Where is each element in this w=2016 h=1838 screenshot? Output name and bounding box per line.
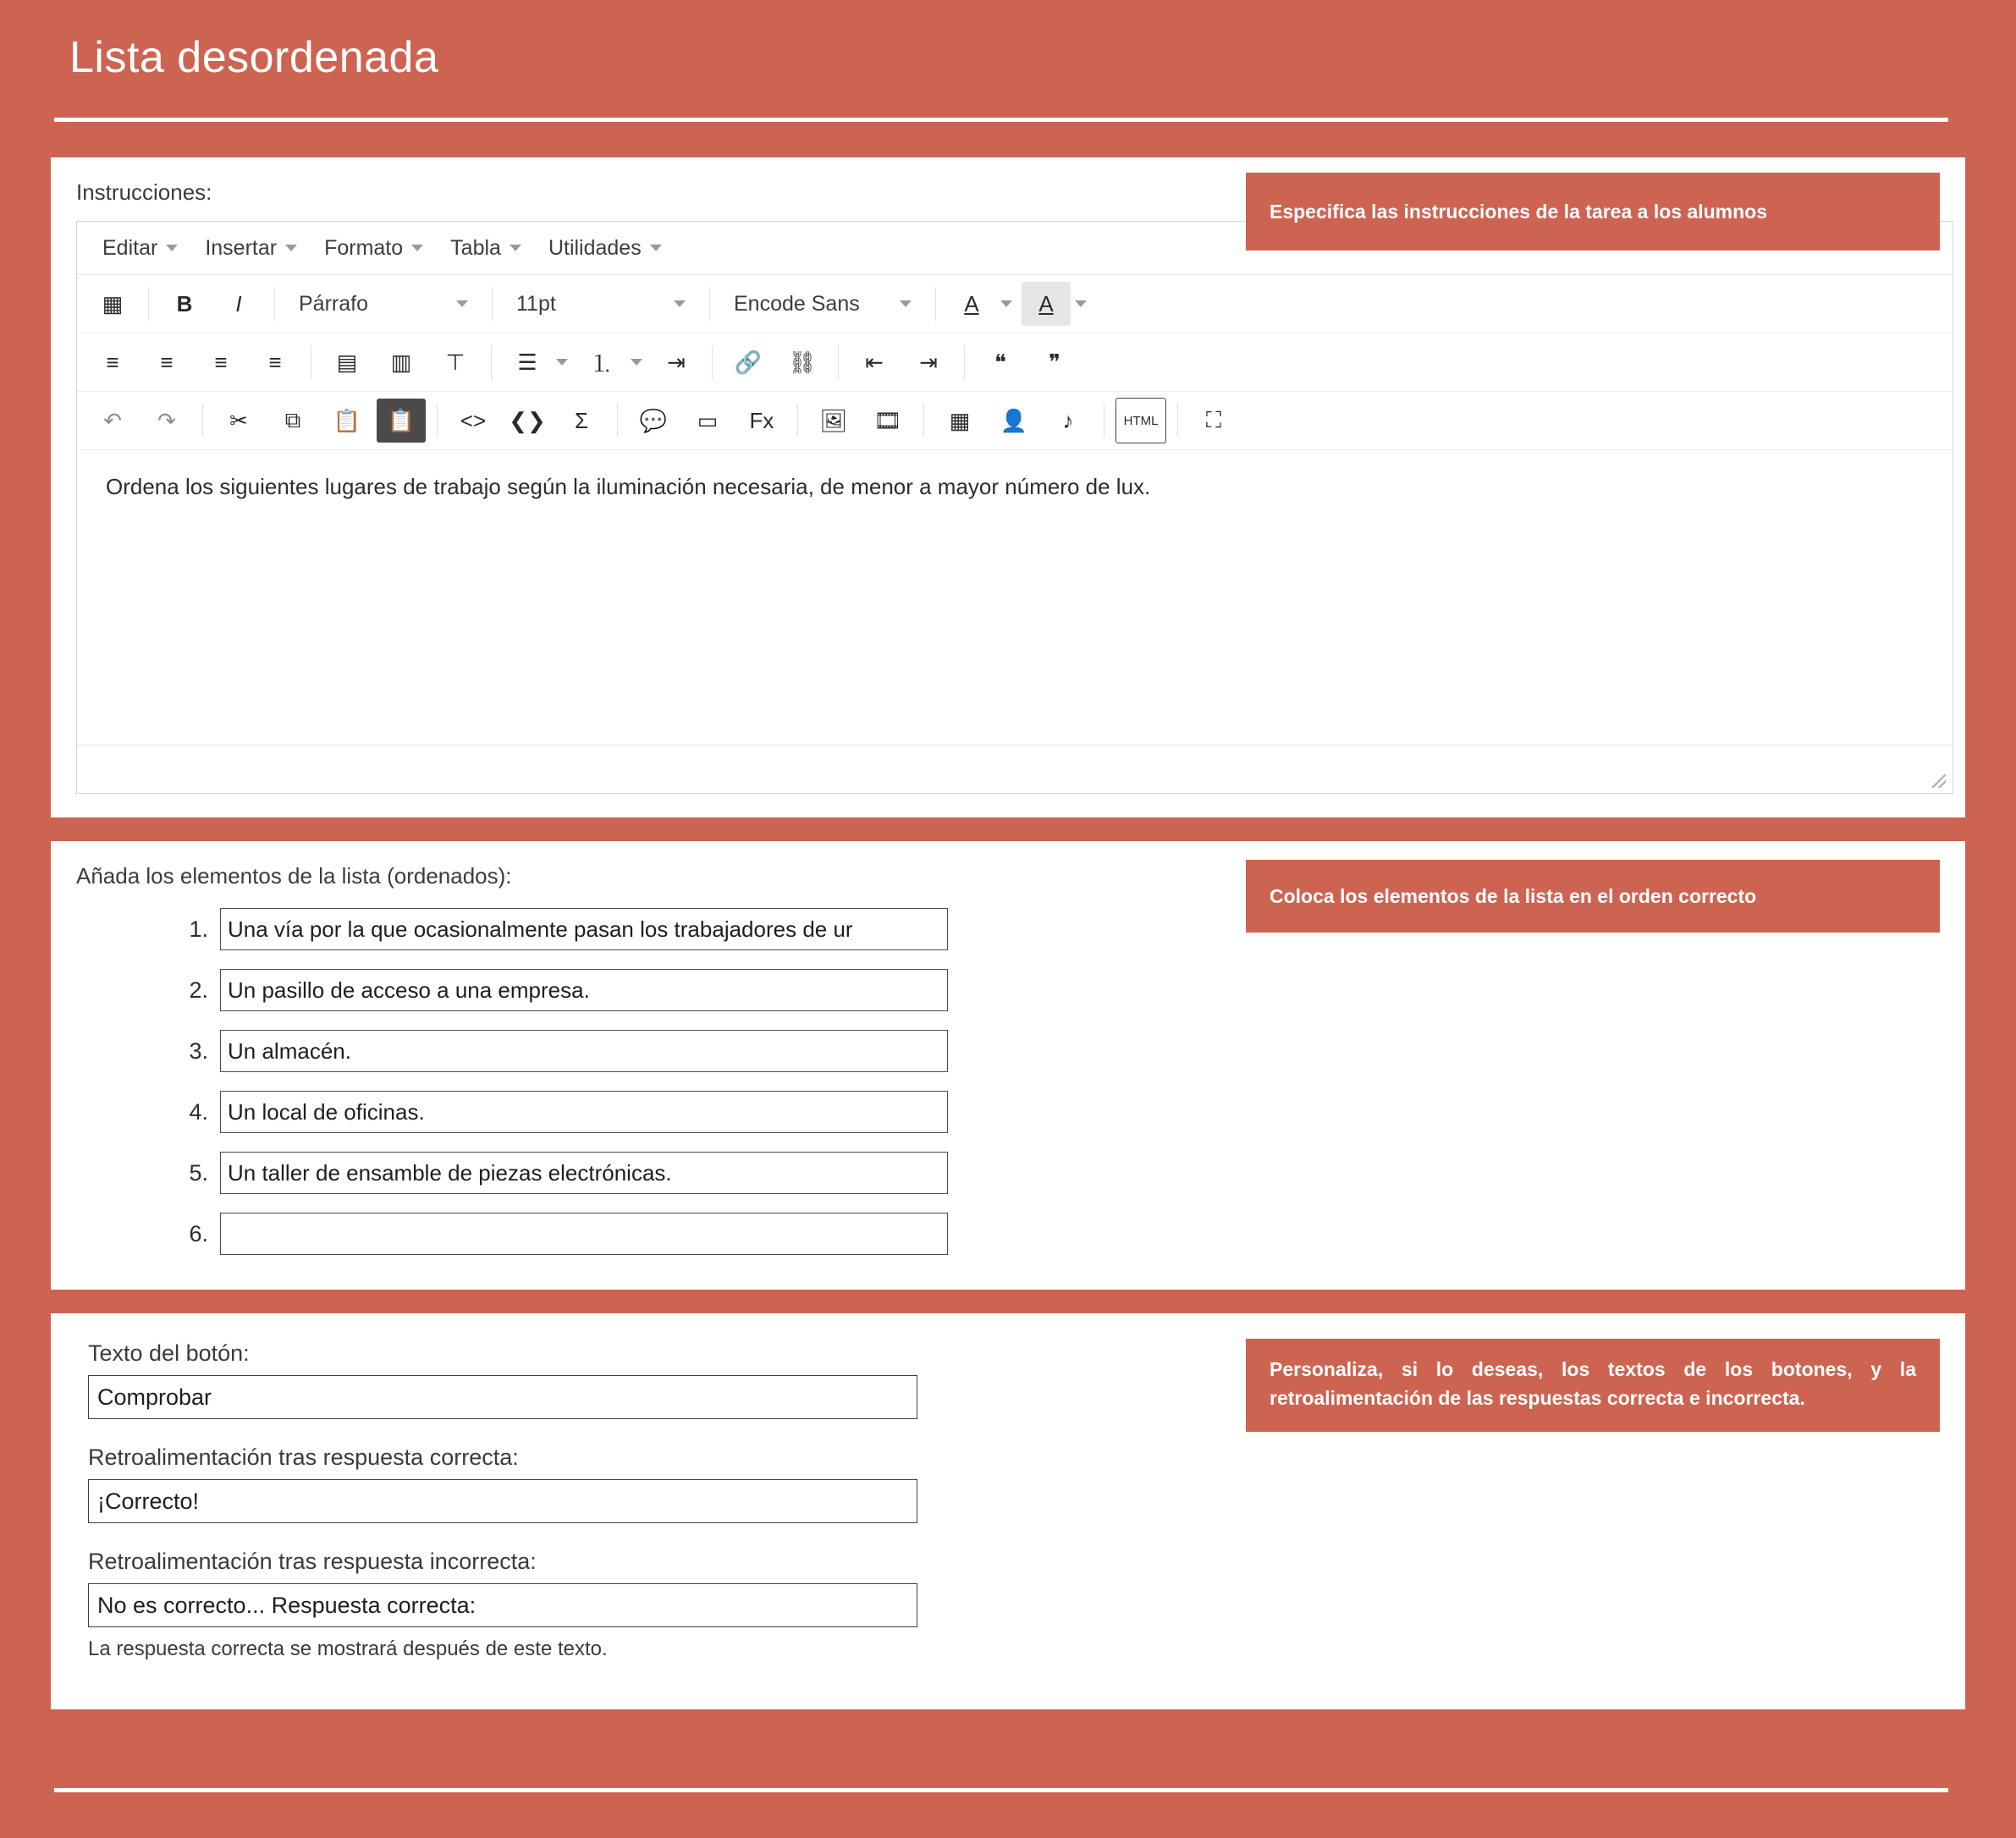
- list-item: [178, 1213, 1940, 1255]
- font-family-value: Encode Sans: [734, 291, 860, 316]
- toolbar-separator: [274, 287, 275, 321]
- bullet-list-control[interactable]: [500, 340, 575, 384]
- resize-grip-icon[interactable]: [1932, 774, 1946, 788]
- chevron-down-icon: [650, 245, 662, 251]
- italic-icon[interactable]: I: [235, 290, 242, 316]
- list-item-number: 5.: [189, 1159, 208, 1186]
- list-item: [178, 1152, 1940, 1194]
- equation-icon[interactable]: Σ: [574, 407, 589, 433]
- formula-icon[interactable]: Fx: [749, 407, 774, 433]
- menu-tabla[interactable]: [437, 231, 535, 266]
- unlink-icon[interactable]: ⛓: [788, 349, 817, 375]
- incorrect-feedback-hint: La respuesta correcta se mostrará después de este texto.: [88, 1637, 608, 1661]
- text-color-control[interactable]: [945, 282, 1019, 326]
- menu-insertar[interactable]: [191, 231, 311, 266]
- instructions-panel: [51, 157, 1965, 817]
- toolbar-separator: [712, 345, 713, 379]
- list-item-input-3[interactable]: [220, 1030, 948, 1072]
- cut-icon[interactable]: ✂: [229, 407, 248, 433]
- page-header: [51, 0, 1965, 82]
- header-divider: [54, 118, 1948, 122]
- font-size-select[interactable]: [504, 283, 697, 325]
- align-center-icon[interactable]: ≡: [160, 349, 174, 375]
- list-callout: Coloca los elementos de la lista en el orden correcto: [1246, 860, 1940, 933]
- bullet-list-icon[interactable]: ☰: [517, 349, 537, 375]
- source-code-icon[interactable]: ▦: [102, 290, 124, 316]
- outdent-icon[interactable]: ⇤: [865, 349, 884, 375]
- background-color-control[interactable]: [1019, 282, 1093, 326]
- chevron-down-icon[interactable]: [1075, 300, 1087, 307]
- toolbar-separator: [964, 345, 965, 379]
- align-right-icon[interactable]: ≡: [214, 349, 228, 375]
- footer-divider: [54, 1788, 1948, 1792]
- indent-decrease-icon[interactable]: ⇥: [667, 349, 686, 375]
- toolbar-separator: [1177, 404, 1178, 437]
- list-items-label: Añada los elementos de la lista (ordenados):: [76, 863, 512, 889]
- correct-feedback-label: Retroalimentación tras respuesta correcta:: [88, 1445, 519, 1471]
- code-sample-icon[interactable]: ❮❯: [509, 407, 546, 433]
- link-icon[interactable]: 🔗: [734, 349, 763, 375]
- font-family-select[interactable]: [722, 283, 923, 325]
- toolbar-separator: [709, 287, 710, 321]
- menu-formato[interactable]: [311, 231, 437, 266]
- chevron-down-icon: [456, 300, 468, 307]
- button-texts-callout: Personaliza, si lo deseas, los textos de los botones, y la retroalimentación de las respuestas correcta e incorrecta.: [1246, 1339, 1940, 1432]
- indent-icon[interactable]: ⇥: [919, 349, 938, 375]
- button-texts-panel: [51, 1313, 1965, 1709]
- paragraph-format-icon[interactable]: ▥: [390, 349, 412, 375]
- editor-toolbar-row-3: [77, 392, 1953, 450]
- list-item: [178, 969, 1940, 1011]
- video-icon[interactable]: 🎞: [873, 407, 902, 433]
- html-icon[interactable]: HTML: [1115, 398, 1166, 443]
- page-break-icon[interactable]: ⊤: [445, 349, 465, 375]
- menu-editar-label: Editar: [102, 235, 158, 260]
- line-height-icon[interactable]: ▤: [336, 349, 358, 375]
- list-item-input-4[interactable]: [220, 1091, 948, 1133]
- numbered-list-icon[interactable]: ⒈: [590, 350, 613, 377]
- background-color-icon[interactable]: A: [1022, 282, 1071, 326]
- box-icon[interactable]: ▭: [697, 407, 719, 433]
- toolbar-separator: [148, 287, 149, 321]
- list-items-panel: [51, 841, 1965, 1290]
- list-item-number: 4.: [189, 1098, 208, 1125]
- paste-as-text-icon[interactable]: 📋: [377, 399, 426, 443]
- chevron-down-icon[interactable]: [556, 359, 568, 366]
- chevron-down-icon[interactable]: [631, 359, 642, 366]
- chart-icon[interactable]: ▦: [949, 407, 971, 433]
- toolbar-separator: [492, 287, 493, 321]
- list-item-number: 6.: [189, 1220, 208, 1246]
- text-color-icon[interactable]: A: [964, 290, 979, 316]
- chevron-down-icon: [166, 245, 178, 251]
- blockquote-open-icon[interactable]: ❝: [994, 349, 1006, 375]
- chevron-down-icon[interactable]: [1000, 300, 1012, 307]
- list-item-input-2[interactable]: [220, 969, 948, 1011]
- align-justify-icon[interactable]: ≡: [268, 349, 282, 375]
- list-item-input-6[interactable]: [220, 1213, 948, 1255]
- list-item-input-1[interactable]: [220, 908, 948, 950]
- toolbar-separator: [838, 345, 839, 379]
- toolbar-separator: [923, 404, 924, 437]
- button-text-input[interactable]: [88, 1375, 917, 1419]
- list-item: [178, 1030, 1940, 1072]
- page-title: Lista desordenada: [69, 33, 439, 82]
- menu-formato-label: Formato: [324, 235, 404, 260]
- chevron-down-icon: [900, 300, 912, 307]
- undo-icon[interactable]: ↶: [103, 407, 122, 433]
- chevron-down-icon: [411, 245, 423, 251]
- comment-icon[interactable]: 💬: [639, 407, 668, 433]
- list-item-input-5[interactable]: [220, 1152, 948, 1194]
- toolbar-separator: [797, 404, 798, 437]
- menu-tabla-label: Tabla: [450, 235, 501, 260]
- toolbar-separator: [935, 287, 936, 321]
- instructions-label: Instrucciones:: [76, 179, 212, 206]
- chevron-down-icon: [510, 245, 521, 251]
- button-text-label: Texto del botón:: [88, 1340, 250, 1367]
- chevron-down-icon: [674, 300, 686, 307]
- menu-utilidades-label: Utilidades: [548, 235, 642, 260]
- editor-toolbar-row-2: [77, 333, 1953, 392]
- image-icon[interactable]: 🖼: [819, 407, 848, 433]
- code-icon[interactable]: <>: [460, 407, 487, 433]
- copy-icon[interactable]: ⧉: [284, 407, 301, 433]
- music-icon[interactable]: ♪: [1062, 407, 1074, 433]
- menu-insertar-label: Insertar: [205, 235, 278, 260]
- rich-text-editor[interactable]: [76, 221, 1953, 794]
- editor-toolbar-row-1: [77, 275, 1953, 333]
- paste-icon[interactable]: 📋: [333, 407, 361, 433]
- numbered-list-control[interactable]: [575, 340, 649, 384]
- instructions-callout: Especifica las instrucciones de la tarea a los alumnos: [1246, 173, 1940, 250]
- editor-content-area[interactable]: Ordena los siguientes lugares de trabajo según la iluminación necesaria, de menor a mayor número de lux.: [106, 474, 1151, 500]
- toolbar-separator: [491, 345, 492, 379]
- blockquote-close-icon[interactable]: ❞: [1049, 349, 1060, 375]
- list-item: [178, 1091, 1940, 1133]
- list-item-number: 1.: [189, 916, 208, 942]
- align-left-icon[interactable]: ≡: [106, 349, 119, 375]
- bold-icon[interactable]: B: [176, 290, 193, 316]
- toolbar-separator: [202, 404, 203, 437]
- list-item-number: 3.: [189, 1037, 208, 1064]
- list-item-number: 2.: [189, 977, 208, 1003]
- toolbar-separator: [617, 404, 618, 437]
- incorrect-feedback-label: Retroalimentación tras respuesta incorrecta:: [88, 1549, 537, 1575]
- correct-feedback-input[interactable]: [88, 1479, 917, 1523]
- paragraph-style-value: Párrafo: [299, 291, 368, 316]
- ordered-items-list: [76, 908, 1940, 1255]
- incorrect-feedback-input[interactable]: [88, 1583, 917, 1627]
- menu-utilidades[interactable]: [535, 231, 675, 266]
- editor-statusbar: [77, 745, 1953, 793]
- chevron-down-icon: [285, 245, 297, 251]
- audio-record-icon[interactable]: 👤: [1000, 407, 1028, 433]
- fullscreen-icon[interactable]: ⛶: [1205, 407, 1222, 433]
- redo-icon[interactable]: ↷: [157, 407, 176, 433]
- menu-editar[interactable]: [89, 231, 191, 266]
- toolbar-separator: [437, 404, 438, 437]
- font-size-value: 11pt: [516, 291, 556, 316]
- paragraph-style-select[interactable]: [287, 283, 480, 325]
